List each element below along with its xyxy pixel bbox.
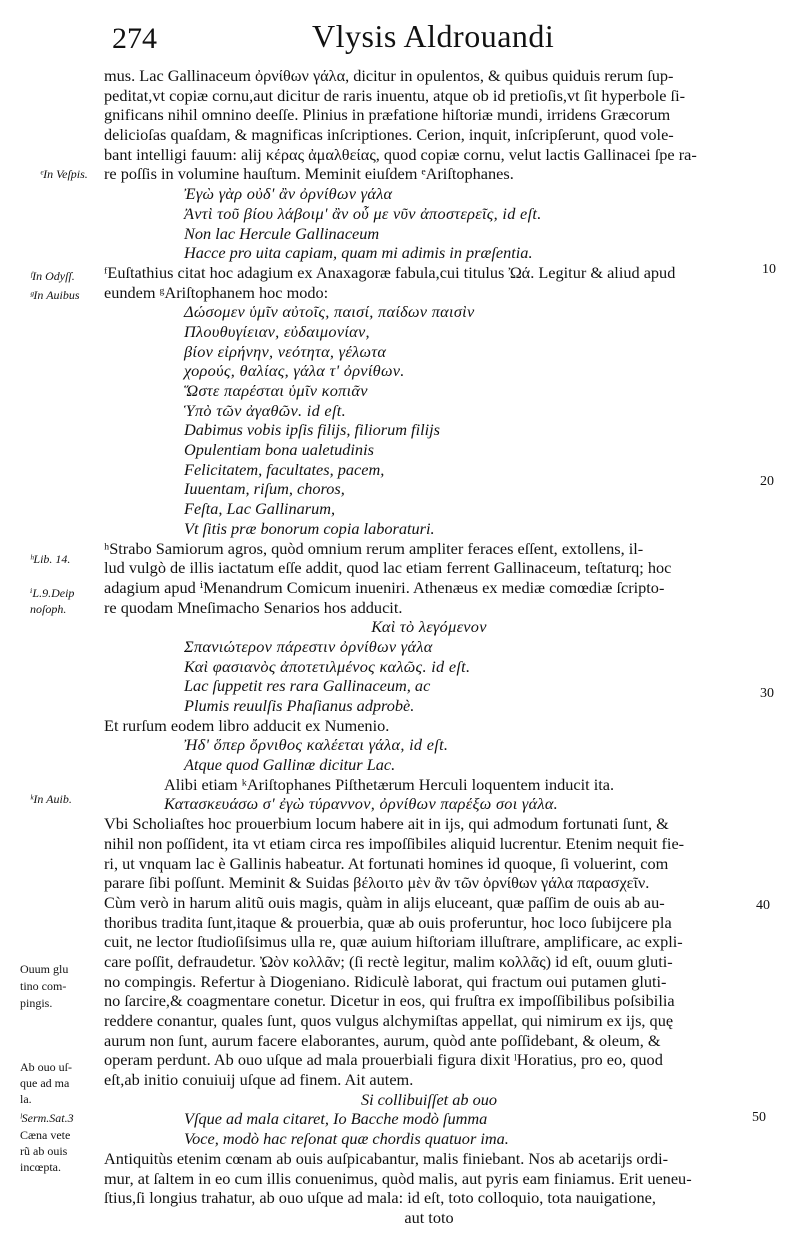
text-line: adagium apud ⁱMenandrum Comicum inueniri. Athenæus ex mediæ comœdiæ ſcripto- [104,577,665,597]
latin-verse: Si collibuiſſet ab ouo [360,1089,498,1109]
greek-verse: Ἀντὶ τοῦ βίου λάβοιμ' ἂν οὗ με νῦν ἀποστερεῖς, id eſt. [184,203,542,223]
text-line: thoribus tradita ſunt,itaque & prouerbia, quæ ab ouis proferuntur, hoc loco ſubijcere pla [104,912,672,932]
text-line: aurum non ſunt, aurum facere elaborantes, aurum, quòd ante poſſidebant, & oleum, & [104,1030,661,1050]
margin-note: Ab ouo uſ- [20,1060,72,1074]
text-line: mur, at ſaltem in eo cum illis conuenimus, quòd malis, aut pyris eam finiamus. Erit ueneu- [104,1168,692,1188]
greek-verse: Καὶ φασιανὸς ἀποτετιλμένος καλῶς. id eſt. [184,656,471,676]
text-line: peditat,vt copiæ cornu,aut dicitur de raris inuentu, atque ob id pretioſis,vt ſit hyperbole ſi- [104,85,686,105]
running-header [112,18,752,58]
margin-note: ʰLib. 14. [30,552,71,566]
latin-verse: Non lac Hercule Gallinaceum [184,223,380,243]
text-line: ri, ut vnquam lac è Gallinis habeatur. At fortunati homines id quoque, ſi voluerint, com [104,853,669,873]
latin-verse: Lac ſuppetit res rara Gallinaceum, ac [184,676,431,696]
line-number: 30 [760,686,774,701]
text-line: re poſſis in volumine hauſtum. Meminit eiuſdem ᵉAriſtophanes. [104,164,514,184]
text-line: reddere conantur, quales ſunt, quos vulgus alchymiſtas appellat, qui nimirum ex ijs, quę [104,1011,674,1030]
text-line: no compingis. Refertur à Diogeniano. Ridiculè laborat, qui fractum oui putamen gluti- [104,971,667,991]
margin-note: tino com- [20,979,67,993]
catchword: aut toto [404,1207,454,1227]
text-line: Vbi Scholiaſtes hoc prouerbium locum habere ait in ijs, qui admodum fortunati ſunt, & [104,814,669,834]
greek-verse: βίον εἰρήνην, νεότητα, γέλωτα [184,341,387,361]
latin-verse: Atque quod Gallinæ dicitur Lac. [184,755,396,775]
margin-note: que ad ma [20,1076,70,1090]
greek-verse: Ἠδ' ὅπερ ὄρνιθος καλέεται γάλα, id eſt. [184,735,449,755]
greek-verse: Πλουθυγίειαν, εὐδαιμονίαν, [184,321,370,341]
text-line: eſt,ab initio conuiuij uſque ad finem. Ait autem. [104,1070,414,1090]
latin-verse: Hacce pro uita capiam, quam mi adimis in præſentia. [184,243,533,263]
running-title: Vlysis Aldrouandi [312,18,555,54]
text-line: gnificans nihil omnino deeſſe. Plinius in præfatione hiſtoriæ mundi, irridens Græcorum [104,105,671,125]
greek-verse: Καὶ τὸ λεγόμενον [371,617,487,637]
latin-verse: Voce, modò hac reſonat quæ chordis quatuor ima. [184,1129,509,1149]
margin-note: rũ ab ouis [20,1144,68,1158]
latin-verse: Opulentiam bona ualetudinis [184,440,374,460]
text-line: Cùm verò in harum alitũ ouis magis, quàm in alijs eluceant, quæ paſſim de ouis ab au- [104,892,665,912]
text-line: ʰStrabo Samiorum agros, quòd omnium rerum ampliter feraces eſſent, extollens, il- [104,538,644,558]
latin-verse: Vſque ad mala citaret, Io Bacche modò ſumma [184,1109,488,1129]
margin-note: noſoph. [30,602,67,616]
line-number: 50 [752,1110,766,1125]
text-line: parare ſibi poſſunt. Meminit & Suidas βέλοιτο μὲν ἂν τῶν ὀρνίθων γάλα παρασχεῖν. [104,873,650,893]
margin-note: Ouum glu [20,962,69,976]
text-line: no ſarcire,& coagmentare conetur. Dicetur in eos, qui fruſtra ex impoſſibilibus poſsibilia [104,991,675,1011]
greek-verse: Ὥστε παρέσται ὑμῖν κοπιᾶν [184,381,368,400]
text-line: Alibi etiam ᵏAriſtophanes Piſthetærum Herculi loquentem inducit ita. [164,774,615,794]
line-number: 20 [760,474,774,489]
text-line: cuit, ne lector ſtudioſiſsimus ulla re, quæ auium hiſtoriam illuſtrare, amplificare, ac expli- [104,932,683,952]
margin-note: la. [20,1092,32,1106]
latin-verse: Vt ſitis præ bonorum copia laboraturi. [184,518,435,538]
latin-verse: Feſta, Lac Gallinarum, [184,499,336,519]
text-line: Antiquitùs etenim cœnam ab ouis auſpicabantur, malis finiebant. Nos ab acetarijs ordi- [104,1148,669,1168]
greek-verse: χορούς, θαλίας, γάλα τ' ὀρνίθων. [184,361,405,381]
margin-note: ᵍIn Auibus [30,288,80,302]
line-number: 10 [762,262,776,277]
text-line: delicioſas quaſdam, & magnificas inſcriptiones. Cerion, inquit, inſcripſerunt, quod vole- [104,125,674,145]
text-line: mus. Lac Gallinaceum ὀρνίθων γάλα, dicitur in opulentos, & quibus quiduis rerum ſup- [104,66,674,85]
text-line: care poſſit, defraudetur. Ὠὸν κολλᾶν; (ſi rectè legitur, malim κολλᾶς) id eſt, ouum gluti- [104,951,673,971]
text-line: operam perdunt. Ab ouo uſque ad mala prouerbiali figura dixit ˡHoratius, pro eo, quod [104,1050,663,1070]
text-line: eundem ᵍAriſtophanem hoc modo: [104,282,329,302]
text-line: bant intelligi fauum: alij κέρας ἀμαλθείας, quod copiæ cornu, velut lactis Gallinacei ſpe ra- [104,144,697,164]
main-text [104,66,754,1228]
margin-note: ˡSerm.Sat.3 [20,1111,74,1125]
margin-note: ᵉIn Veſpis. [40,167,88,181]
margin-note: Cæna vete [20,1128,71,1142]
text-line: re quodam Mneſimacho Senarios hos adducit. [104,597,403,617]
margin-note: ⁱL.9.Deip [30,586,75,600]
margin-note: incœpta. [20,1160,61,1174]
greek-verse: Ἐγὼ γὰρ οὐδ' ἂν ὀρνίθων γάλα [184,184,393,204]
latin-verse: Iuuentam, riſum, choros, [184,479,345,499]
greek-verse: Ὑπὸ τῶν ἀγαθῶν. id eſt. [184,400,346,420]
text-line: ſtius,ſi longius trahatur, ab ouo uſque ad mala: id eſt, toto colloquio, tota nauigatione, [104,1188,656,1208]
text-line: lud vulgò de illis iactatum eſſe addit, quod lac etiam ferrent Gallinaceum, teſtaturq; hoc [104,558,672,578]
latin-verse: Felicitatem, facultates, pacem, [184,459,385,479]
text-line: Et rurſum eodem libro adducit ex Numenio. [104,715,390,735]
text-line: nihil non poſſident, ita vt etiam circa res impoſſibiles aliquid lucrentur. Etenim nequit fie- [104,833,685,853]
margin-note: ᵏIn Auib. [30,792,72,806]
text-line: ᶠEuſtathius citat hoc adagium ex Anaxagoræ fabula,cui titulus Ὠά. Legitur & aliud apud [104,262,676,282]
page-number: 274 [112,22,157,55]
latin-verse: Dabimus vobis ipſis filijs, filiorum filijs [184,420,441,440]
latin-verse: Plumis reuulſis Phaſianus adprobè. [184,696,415,715]
margin-note: pingis. [20,996,53,1010]
line-number: 40 [756,898,770,913]
greek-verse: Δώσομεν ὑμῖν αὐτοῖς, παισί, παίδων παισὶν [184,302,475,322]
margin-note: ᶠIn Odyſſ. [30,269,75,283]
greek-verse: Κατασκευάσω σ' ἐγὼ τύραννον, ὀρνίθων παρέξω σοι γάλα. [164,794,559,814]
greek-verse: Σπανιώτερον πάρεστιν ὀρνίθων γάλα [184,636,433,656]
